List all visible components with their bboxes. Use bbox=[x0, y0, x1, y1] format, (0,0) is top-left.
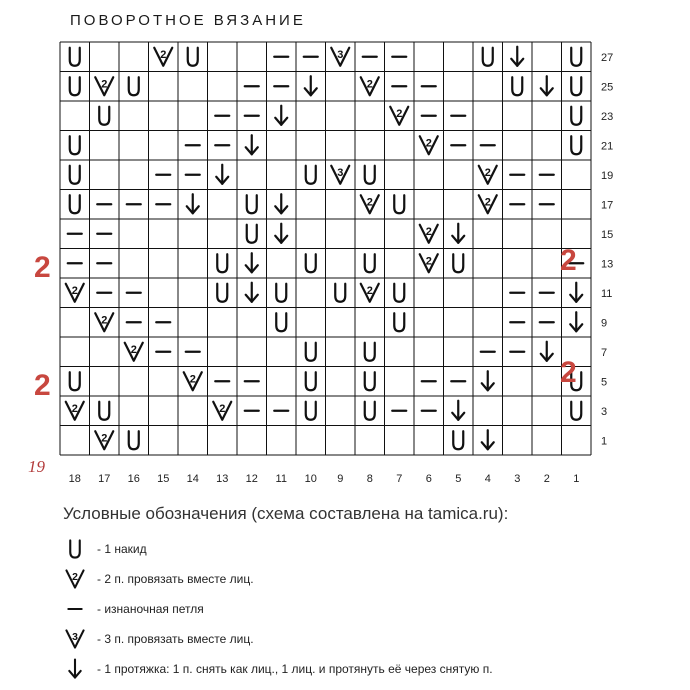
col-label: 1 bbox=[573, 473, 580, 485]
chart-cell-symbol bbox=[541, 342, 553, 361]
chart-cell-symbol bbox=[365, 343, 375, 361]
svg-text:2: 2 bbox=[366, 78, 373, 91]
row-label: 25 bbox=[601, 81, 614, 94]
chart-cell-symbol bbox=[420, 136, 438, 154]
row-label: 11 bbox=[601, 287, 613, 300]
col-label: 9 bbox=[337, 473, 344, 485]
chart-title: ПОВОРОТНОЕ ВЯЗАНИЕ bbox=[70, 12, 306, 29]
chart-cell-symbol bbox=[70, 195, 80, 213]
chart-cell-symbol bbox=[246, 253, 258, 272]
chart-cell-symbol bbox=[541, 76, 553, 95]
svg-text:2: 2 bbox=[72, 571, 78, 583]
svg-text:3: 3 bbox=[72, 631, 78, 643]
chart-cell-symbol bbox=[154, 48, 172, 66]
row-label: 13 bbox=[601, 258, 614, 271]
chart-cell-symbol bbox=[70, 48, 80, 66]
chart-cell-symbol bbox=[247, 195, 257, 213]
chart-cell-symbol bbox=[361, 77, 379, 95]
chart-cell-symbol bbox=[184, 372, 202, 390]
chart-cell-symbol bbox=[306, 372, 316, 390]
chart-cell-symbol bbox=[335, 284, 345, 302]
col-label: 12 bbox=[245, 473, 258, 485]
svg-text:2: 2 bbox=[425, 255, 432, 268]
svg-text:2: 2 bbox=[484, 196, 491, 209]
chart-cell-symbol bbox=[420, 225, 438, 243]
chart-cell-symbol bbox=[420, 254, 438, 272]
chart-cell-symbol bbox=[275, 106, 287, 125]
chart-cell-symbol bbox=[331, 48, 349, 66]
svg-text:2: 2 bbox=[101, 314, 108, 327]
row-label: 1 bbox=[601, 435, 608, 448]
chart-cell-symbol bbox=[276, 313, 286, 331]
chart-cell-symbol bbox=[571, 48, 581, 66]
svg-text:2: 2 bbox=[366, 196, 373, 209]
svg-text:2: 2 bbox=[101, 432, 108, 445]
legend-item bbox=[63, 656, 493, 682]
chart-cell-symbol bbox=[187, 194, 199, 213]
svg-text:2: 2 bbox=[484, 166, 491, 179]
chart-gridlines bbox=[60, 42, 591, 455]
chart-cell-symbol bbox=[479, 195, 497, 213]
svg-text:2: 2 bbox=[366, 284, 373, 297]
chart-cell-symbol bbox=[571, 107, 581, 125]
svg-text:2: 2 bbox=[425, 137, 432, 150]
chart-cell-symbol bbox=[275, 194, 287, 213]
chart-cell-symbol bbox=[453, 431, 463, 449]
col-label: 15 bbox=[157, 473, 170, 485]
row-labels bbox=[601, 52, 613, 448]
col-label: 18 bbox=[68, 473, 81, 485]
margin-mark-right-bottom: 2 bbox=[560, 356, 577, 389]
margin-mark-left-bottom: 2 bbox=[34, 369, 51, 402]
chart-cell-symbol bbox=[217, 254, 227, 272]
chart-cell-symbol bbox=[95, 431, 113, 449]
margin-mark-right-top: 2 bbox=[560, 244, 577, 277]
chart-cell-symbol bbox=[99, 107, 109, 125]
chart-cell-symbol bbox=[306, 166, 316, 184]
chart-cell-symbol bbox=[394, 284, 404, 302]
chart-cell-symbol bbox=[306, 254, 316, 272]
svg-text:2: 2 bbox=[130, 343, 137, 356]
col-label: 3 bbox=[514, 473, 521, 485]
chart-cell-symbol bbox=[571, 402, 581, 420]
svg-text:2: 2 bbox=[160, 48, 167, 61]
chart-cell-symbol bbox=[306, 343, 316, 361]
svg-text:2: 2 bbox=[189, 373, 196, 386]
svg-text:2: 2 bbox=[396, 107, 403, 120]
col-label: 10 bbox=[304, 473, 317, 485]
col-label: 6 bbox=[425, 473, 432, 485]
row-label: 19 bbox=[601, 169, 614, 182]
chart-cell-symbol bbox=[66, 284, 84, 302]
svg-text:2: 2 bbox=[425, 225, 432, 238]
chart-cell-symbol bbox=[365, 254, 375, 272]
chart-cell-symbol bbox=[394, 313, 404, 331]
col-label: 4 bbox=[484, 473, 491, 485]
legend-item bbox=[63, 626, 254, 652]
chart-cell-symbol bbox=[247, 225, 257, 243]
col-label: 14 bbox=[186, 473, 199, 485]
chart-cell-symbol bbox=[70, 77, 80, 95]
chart-cell-symbol bbox=[365, 402, 375, 420]
svg-text:2: 2 bbox=[71, 402, 78, 415]
chart-cell-symbol bbox=[70, 136, 80, 154]
row-label: 9 bbox=[601, 317, 608, 330]
chart-cell-symbol bbox=[70, 372, 80, 390]
chart-cell-symbol bbox=[571, 136, 581, 154]
chart-cell-symbol bbox=[129, 77, 139, 95]
chart-cell-symbol bbox=[512, 77, 522, 95]
legend-text: - 3 п. провязать вместе лиц. bbox=[97, 632, 254, 646]
svg-text:2: 2 bbox=[101, 78, 108, 91]
chart-cell-symbol bbox=[571, 77, 581, 95]
yarn-over-icon bbox=[63, 536, 93, 562]
legend-text: - 2 п. провязать вместе лиц. bbox=[97, 572, 254, 586]
chart-cell-symbol bbox=[452, 224, 464, 243]
chart-cell-symbol bbox=[483, 48, 493, 66]
chart-cell-symbol bbox=[188, 48, 198, 66]
chart-cell-symbol bbox=[95, 313, 113, 331]
chart-cell-symbol bbox=[70, 166, 80, 184]
margin-mark-left-top: 2 bbox=[34, 251, 51, 284]
chart-cell-symbol bbox=[482, 430, 494, 449]
chart-cell-symbol bbox=[365, 166, 375, 184]
col-label: 8 bbox=[366, 473, 373, 485]
col-label: 7 bbox=[396, 473, 403, 485]
row-label: 21 bbox=[601, 140, 614, 153]
legend-item bbox=[63, 596, 204, 622]
chart-cell-symbol bbox=[306, 402, 316, 420]
chart-cell-symbol bbox=[361, 195, 379, 213]
col-label: 16 bbox=[127, 473, 140, 485]
chart-cell-symbol bbox=[246, 283, 258, 302]
col-label: 2 bbox=[543, 473, 550, 485]
chart-cell-symbol bbox=[511, 47, 523, 66]
chart-cell-symbol bbox=[66, 402, 84, 420]
chart-cell-symbol bbox=[216, 165, 228, 184]
chart-cell-symbol bbox=[213, 402, 231, 420]
chart-cell-symbol bbox=[305, 76, 317, 95]
page-number: 19 bbox=[28, 457, 45, 476]
row-label: 17 bbox=[601, 199, 614, 212]
chart-cell-symbol bbox=[365, 372, 375, 390]
chart-cell-symbol bbox=[331, 166, 349, 184]
legend-title: Условные обозначения (схема составлена на tamica.ru): bbox=[63, 504, 509, 523]
legend-item bbox=[63, 536, 147, 562]
row-label: 23 bbox=[601, 110, 614, 123]
legend-text: - изнаночная петля bbox=[97, 602, 204, 616]
chart-cell-symbol bbox=[129, 431, 139, 449]
row-label: 27 bbox=[601, 51, 614, 64]
row-label: 7 bbox=[601, 346, 608, 359]
chart-cell-symbol bbox=[390, 107, 408, 125]
chart-cell-symbol bbox=[479, 166, 497, 184]
chart-cell-symbol bbox=[482, 371, 494, 390]
col-label: 5 bbox=[455, 473, 462, 485]
legend-text: - 1 протяжка: 1 п. снять как лиц., 1 лиц. и протянуть её через снятую п. bbox=[97, 662, 493, 676]
col-label: 17 bbox=[98, 473, 111, 485]
chart-cell-symbol bbox=[276, 284, 286, 302]
k3tog-icon bbox=[63, 626, 93, 652]
chart-cell-symbol bbox=[95, 77, 113, 95]
svg-text:3: 3 bbox=[337, 48, 344, 61]
chart-cell-symbol bbox=[570, 283, 582, 302]
chart-cell-symbol bbox=[125, 343, 143, 361]
chart-cell-symbol bbox=[570, 312, 582, 331]
svg-text:2: 2 bbox=[219, 402, 226, 415]
row-label: 15 bbox=[601, 228, 614, 241]
chart-cell-symbol bbox=[275, 224, 287, 243]
legend-text: - 1 накид bbox=[97, 542, 147, 556]
row-label: 5 bbox=[601, 376, 608, 389]
chart-cell-symbol bbox=[246, 135, 258, 154]
chart-cell-symbol bbox=[217, 284, 227, 302]
svg-text:2: 2 bbox=[71, 284, 78, 297]
col-labels bbox=[69, 473, 580, 485]
chart-cell-symbol bbox=[361, 284, 379, 302]
k2tog-icon bbox=[63, 566, 93, 592]
purl-icon bbox=[63, 596, 93, 622]
col-label: 13 bbox=[216, 473, 229, 485]
legend-item bbox=[63, 566, 254, 592]
chart-cell-symbol bbox=[99, 402, 109, 420]
row-label: 3 bbox=[601, 405, 608, 418]
chart-cell-symbol bbox=[394, 195, 404, 213]
col-label: 11 bbox=[275, 473, 287, 485]
broach-icon bbox=[63, 656, 93, 682]
chart-cell-symbol bbox=[453, 254, 463, 272]
chart-cell-symbol bbox=[452, 401, 464, 420]
svg-text:3: 3 bbox=[337, 166, 344, 179]
